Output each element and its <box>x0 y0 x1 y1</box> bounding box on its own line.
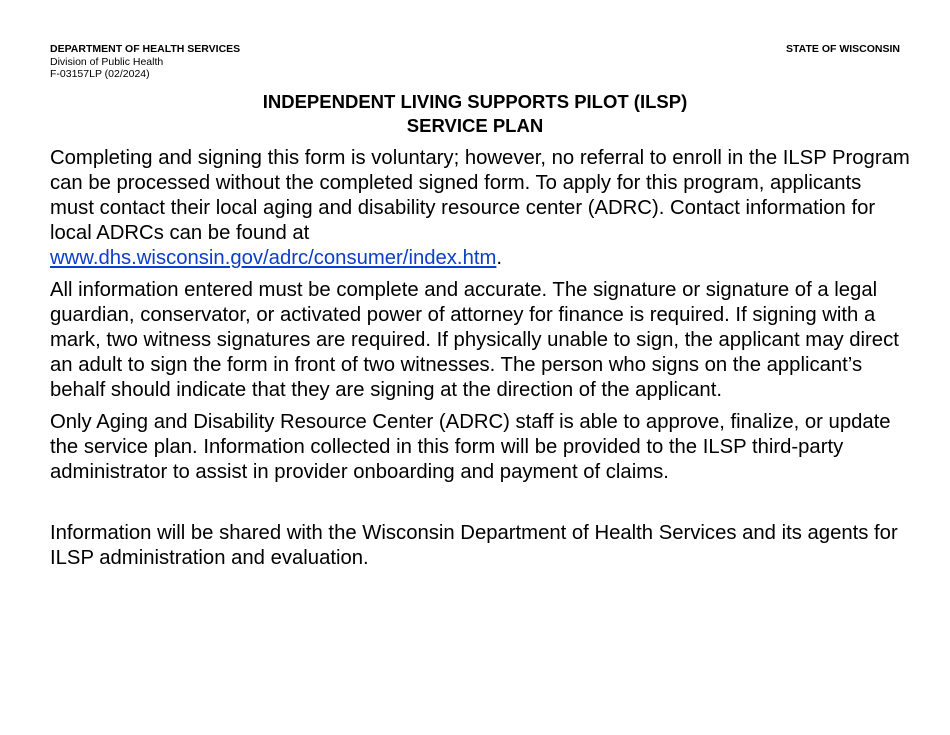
paragraph-voluntary-text: Completing and signing this form is voluntary; however, no referral to enroll in the ILSP Program can be processed without the completed signed form. To apply for this program, applicants must contact their local aging and disability resource center (ADRC). Contact information for local ADRCs can be found at <box>50 147 910 244</box>
header-left <box>50 43 240 81</box>
paragraph-adrc-staff: Only Aging and Disability Resource Center (ADRC) staff is able to approve, finalize, or update the service plan. Information collected in this form will be provided to the ILSP third-party administrator to assist in provider onboarding and payment of claims. <box>50 411 891 483</box>
paragraph-accuracy: All information entered must be complete and accurate. The signature or signature of a legal guardian, conservator, or activated power of attorney for finance is required. If signing with a mark, two witness signatures are required. If physically unable to sign, the applicant may direct an adult to sign the form in front of two witnesses. The person who signs on the applicant’s behalf should indicate that they are signing at the direction of the applicant. <box>50 279 899 401</box>
division-name: Division of Public Health <box>50 55 164 68</box>
paragraph-information-sharing: Information will be shared with the Wisconsin Department of Health Services and its agents for ILSP administration and evaluation. <box>50 522 898 569</box>
state-label: STATE OF WISCONSIN <box>786 43 900 55</box>
form-title-line-2: SERVICE PLAN <box>406 115 544 136</box>
form-title-line-1: INDEPENDENT LIVING SUPPORTS PILOT (ILSP) <box>262 91 688 112</box>
paragraph-voluntary-period: . <box>496 247 503 269</box>
department-name: DEPARTMENT OF HEALTH SERVICES <box>50 43 241 55</box>
paragraph-voluntary <box>50 146 910 271</box>
instructions-body <box>50 146 910 578</box>
form-title <box>0 90 950 138</box>
form-number: F-03157LP (02/2024) <box>50 68 150 80</box>
adrc-link[interactable]: www.dhs.wisconsin.gov/adrc/consumer/index.htm <box>50 247 497 269</box>
